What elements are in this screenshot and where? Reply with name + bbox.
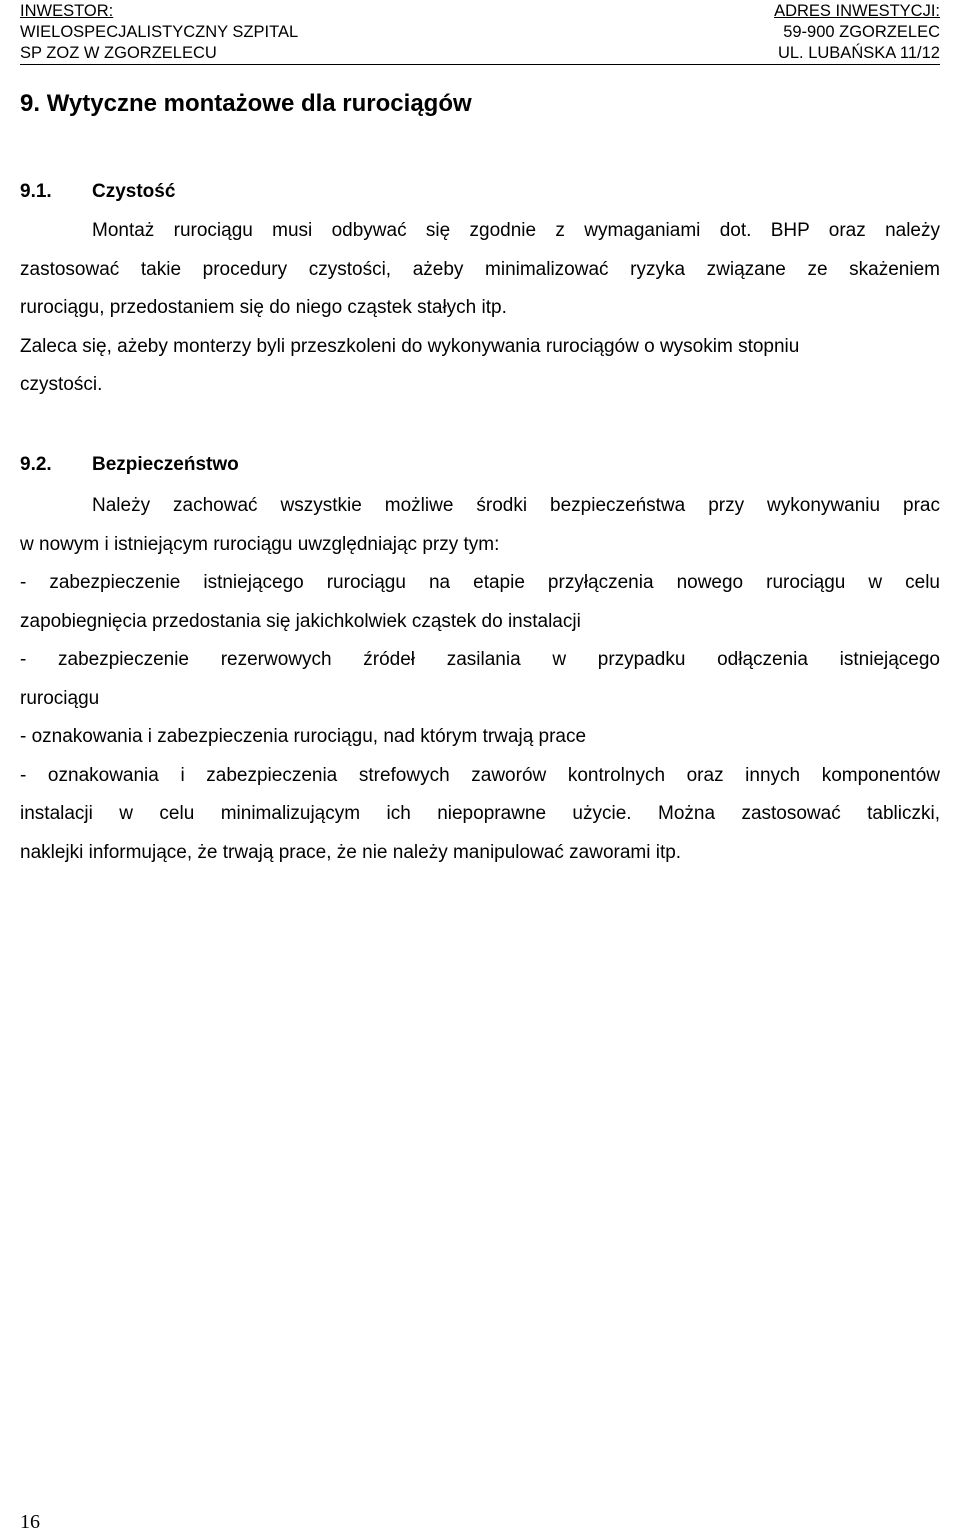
section-heading bbox=[20, 89, 472, 119]
investor-label: INWESTOR: bbox=[20, 2, 114, 20]
paragraph-line: czystości. bbox=[20, 374, 103, 395]
investment-address-block bbox=[774, 1, 940, 64]
list-item: - oznakowania i zabezpieczenia rurociągu, nad którym trwają prace bbox=[20, 726, 587, 747]
investment-address-line2: UL. LUBAŃSKA 11/12 bbox=[777, 44, 940, 62]
investor-name-line1: WIELOSPECJALISTYCZNY SZPITAL bbox=[20, 23, 299, 41]
investor-name-line2: SP ZOZ W ZGORZELECU bbox=[20, 44, 217, 62]
subsection-heading-cleanliness bbox=[20, 180, 175, 204]
investment-address-label: ADRES INWESTYCJI: bbox=[774, 2, 940, 20]
subsection-number: 9.1. bbox=[20, 181, 52, 202]
investor-block bbox=[20, 1, 298, 64]
list-item: - zabezpieczenie istniejącego rurociągu na etapie przyłączenia nowego rurociągu w celu bbox=[20, 572, 940, 593]
cleanliness-paragraph bbox=[20, 212, 940, 405]
paragraph-line: rurociągu bbox=[20, 687, 100, 709]
subsection-number: 9.2. bbox=[20, 454, 52, 475]
list-item: - oznakowania i zabezpieczenia strefowych zaworów kontrolnych oraz innych komponentów bbox=[20, 764, 940, 786]
list-item: - zabezpieczenie rezerwowych źródeł zasilania w przypadku odłączenia istniejącego bbox=[20, 649, 940, 670]
subsection-heading-safety bbox=[20, 453, 239, 477]
subsection-title: Czystość bbox=[92, 181, 176, 202]
paragraph-line: zapobiegnięcia przedostania się jakichkolwiek cząstek do instalacji bbox=[20, 610, 581, 632]
investment-address-line1: 59-900 ZGORZELEC bbox=[783, 23, 940, 41]
page-header bbox=[20, 0, 940, 65]
paragraph-line: rurociągu, przedostaniem się do niego cząstek stałych itp. bbox=[20, 297, 507, 318]
paragraph-line: Montaż rurociągu musi odbywać się zgodnie z wymaganiami dot. BHP oraz należy bbox=[92, 220, 940, 241]
paragraph-line: Zaleca się, ażeby monterzy byli przeszkoleni do wykonywania rurociągów o wysokim stopniu bbox=[20, 335, 800, 357]
section-number: 9. bbox=[20, 90, 41, 117]
paragraph-line: naklejki informujące, że trwają prace, że nie należy manipulować zaworami itp. bbox=[20, 841, 682, 863]
page-number: 16 bbox=[20, 1511, 40, 1533]
paragraph-line: w nowym i istniejącym rurociągu uwzględniając przy tym: bbox=[20, 533, 500, 555]
safety-paragraph bbox=[20, 487, 940, 872]
section-title: Wytyczne montażowe dla rurociągów bbox=[46, 90, 472, 117]
paragraph-line: Należy zachować wszystkie możliwe środki bezpieczeństwa przy wykonywaniu prac bbox=[92, 495, 940, 516]
paragraph-line: zastosować takie procedury czystości, ażeby minimalizować ryzyka związane ze skażeniem bbox=[20, 258, 940, 280]
paragraph-line: instalacji w celu minimalizującym ich niepoprawne użycie. Można zastosować tabliczki, bbox=[20, 803, 940, 824]
subsection-title: Bezpieczeństwo bbox=[92, 454, 239, 475]
